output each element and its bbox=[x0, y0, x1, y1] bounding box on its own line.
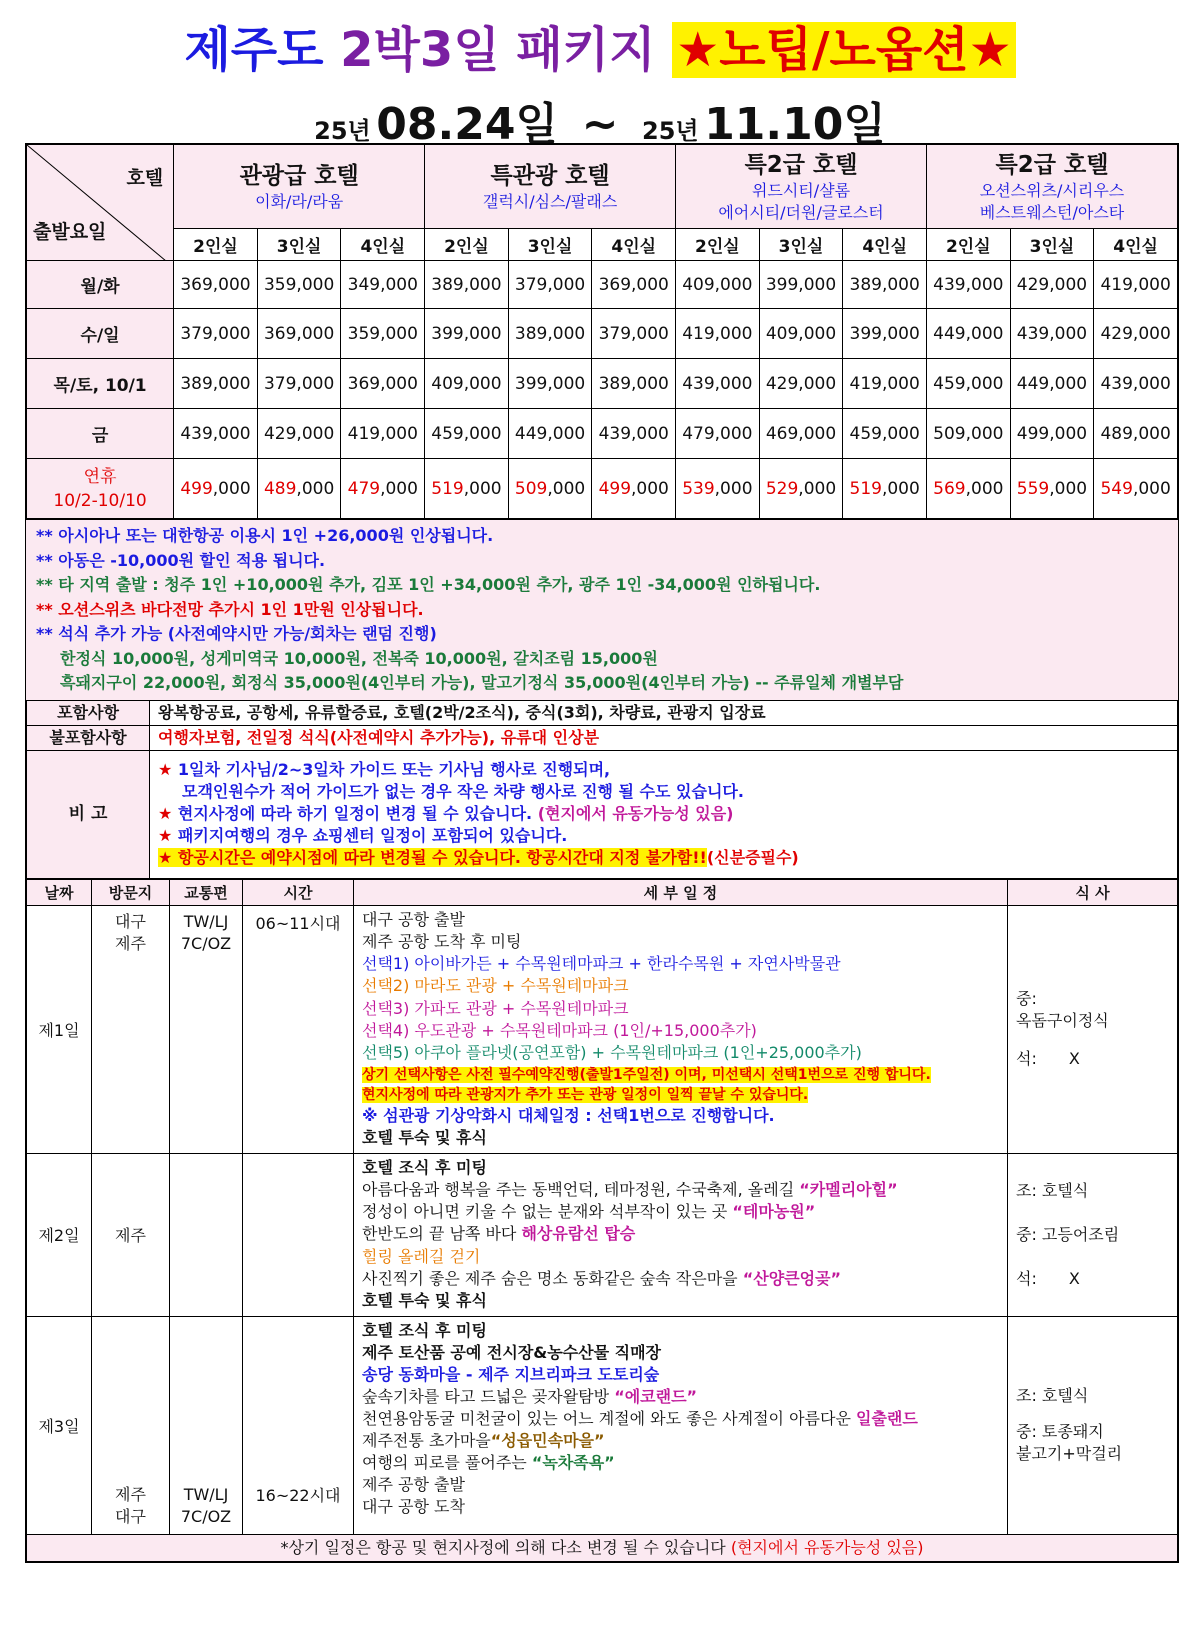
price-cell: 439,000 bbox=[676, 359, 760, 409]
detail-line: 선택3) 가파도 관광 + 수목원테마파크 bbox=[362, 998, 629, 1018]
title-highlight: ★노팁/노옵션★ bbox=[672, 22, 1015, 78]
price-cell: 399,000 bbox=[843, 309, 927, 359]
excluded-text: 여행자보험, 전일정 석식(사전예약시 추가가능), 유류대 인상분 bbox=[150, 725, 1178, 750]
detail-line: 제주 공항 도착 후 미팅 bbox=[362, 931, 522, 951]
hotel-list: 베스트웨스턴/아스타 bbox=[979, 202, 1125, 222]
price-rows bbox=[27, 261, 1178, 519]
price-cell: 439,000 bbox=[1010, 309, 1094, 359]
footer-text: *상기 일정은 항공 및 현지사정에 의해 다소 변경 될 수 있습니다 bbox=[280, 1537, 726, 1557]
star-icon: ★ bbox=[158, 804, 173, 823]
price-cell: 369,000 bbox=[341, 359, 425, 409]
excluded-label: 불포함사항 bbox=[27, 725, 150, 750]
detail-cell bbox=[354, 905, 1008, 1153]
holiday-price-thousands: 509 bbox=[514, 478, 548, 499]
holiday-price-cell bbox=[174, 459, 258, 519]
price-cell: 459,000 bbox=[927, 359, 1011, 409]
price-cell: 429,000 bbox=[257, 409, 341, 459]
transport-cell bbox=[170, 905, 243, 1153]
footer-note: (현지에서 유동가능성 있음) bbox=[730, 1537, 924, 1557]
price-cell: 449,000 bbox=[1010, 359, 1094, 409]
notes-block bbox=[26, 519, 1178, 700]
place: 제주 bbox=[115, 1484, 146, 1504]
period-end-year: 25년 bbox=[642, 117, 699, 145]
room-type-header: 4인실 bbox=[341, 229, 425, 261]
transport: TW/LJ bbox=[183, 911, 229, 931]
transport: 7C/OZ bbox=[180, 933, 232, 953]
price-cell: 439,000 bbox=[1094, 359, 1178, 409]
price-cell: 379,000 bbox=[592, 309, 676, 359]
room-type-header: 3인실 bbox=[257, 229, 341, 261]
price-row bbox=[27, 359, 1178, 409]
holiday-price-suffix: ,000 bbox=[380, 478, 418, 499]
remark-item: 패키지여행의 경우 쇼핑센터 일정이 포함되어 있습니다. bbox=[177, 826, 568, 845]
room-type-header: 2인실 bbox=[174, 229, 258, 261]
meal-line: 조: 호텔식 bbox=[1016, 1386, 1089, 1406]
price-cell: 389,000 bbox=[425, 261, 509, 309]
note-dinner-menu-1: 한정식 10,000원, 성게미역국 10,000원, 전복죽 10,000원, 갈치조림 15,000원 bbox=[60, 648, 658, 668]
transport: TW/LJ bbox=[183, 1484, 229, 1504]
holiday-price-cell bbox=[927, 459, 1011, 519]
holiday-label: 연휴 bbox=[83, 466, 117, 487]
departure-day: 금 bbox=[27, 409, 174, 459]
room-type-header: 2인실 bbox=[927, 229, 1011, 261]
price-row bbox=[27, 309, 1178, 359]
hotel-list: 위드시티/샬롬 bbox=[751, 180, 851, 200]
time-cell: 06~11시대 bbox=[243, 905, 354, 1153]
detail-line: 숲속기차를 타고 드넓은 곶자왈탐방 bbox=[362, 1386, 610, 1406]
detail-line: 대구 공항 도착 bbox=[362, 1496, 465, 1516]
detail-line: 호텔 조식 후 미팅 bbox=[362, 1157, 487, 1177]
period-start-year: 25년 bbox=[314, 117, 371, 145]
meal-cell bbox=[1008, 1153, 1178, 1316]
holiday-dates: 10/2-10/10 bbox=[53, 490, 147, 511]
meal-line: 중: 토종돼지 bbox=[1016, 1422, 1104, 1442]
detail-line: 천연용암동굴 미천굴이 있는 어느 계절에 와도 좋은 사계절이 아름다운 bbox=[362, 1408, 851, 1428]
hotel-list: 갤럭시/심스/팔래스 bbox=[482, 191, 618, 211]
detail-line: 사진찍기 좋은 제주 숨은 명소 동화같은 숲속 작은마을 bbox=[362, 1268, 738, 1288]
meal-line: 석: bbox=[1016, 1049, 1037, 1068]
holiday-price-suffix: ,000 bbox=[881, 478, 920, 499]
detail-line: “테마농원” bbox=[732, 1202, 816, 1222]
detail-line: “카멜리아힐” bbox=[799, 1179, 898, 1199]
detail-line: 호텔 투숙 및 휴식 bbox=[362, 1127, 487, 1147]
detail-line: 제주 공항 출발 bbox=[362, 1474, 465, 1494]
holiday-price-thousands: 539 bbox=[682, 478, 715, 499]
transport-cell bbox=[170, 1153, 243, 1316]
detail-line: 상기 선택사항은 사전 필수예약진행(출발1주일전) 이며, 미선택시 선택1번으로 진행 합니다. bbox=[362, 1066, 931, 1083]
holiday-price-suffix: ,000 bbox=[1049, 478, 1088, 499]
note-dinner-menu-2: 흑돼지구이 22,000원, 회정식 35,000원(4인부터 가능), 말고기정식 35,000원(4인부터 가능) -- 주류일체 개별부담 bbox=[60, 673, 904, 692]
remark-item: (신분증필수) bbox=[706, 848, 799, 867]
remarks-label: 비 고 bbox=[27, 750, 150, 878]
hotel-header-4 bbox=[927, 145, 1178, 229]
hotel-list: 이화/라/라움 bbox=[255, 191, 344, 211]
price-row bbox=[27, 409, 1178, 459]
holiday-price-thousands: 479 bbox=[347, 478, 381, 499]
price-row bbox=[27, 261, 1178, 309]
detail-line: 현지사정에 따라 관광지가 추가 또는 관광 일정이 일찍 끝날 수 있습니다. bbox=[362, 1086, 809, 1103]
detail-cell bbox=[354, 1316, 1008, 1534]
hotel-header-1 bbox=[174, 145, 425, 229]
star-icon: ★ bbox=[158, 826, 173, 845]
header-place: 방문지 bbox=[92, 879, 170, 905]
detail-line: ※ 섬관광 기상악화시 대체일정 : 선택1번으로 진행합니다. bbox=[362, 1105, 775, 1125]
price-cell: 449,000 bbox=[508, 409, 592, 459]
detail-line: 한반도의 끝 남쪽 바다 bbox=[362, 1224, 517, 1244]
schedule-day-2 bbox=[27, 1153, 1178, 1316]
holiday-price-row bbox=[27, 459, 1178, 519]
holiday-price-thousands: 569 bbox=[933, 478, 966, 499]
holiday-price-cell bbox=[425, 459, 509, 519]
departure-day: 수/일 bbox=[27, 309, 174, 359]
hotel-name: 특2급 호텔 bbox=[744, 151, 858, 178]
holiday-price-suffix: ,000 bbox=[798, 478, 837, 499]
detail-line: 호텔 조식 후 미팅 bbox=[362, 1320, 487, 1340]
meal-line: 중: 고등어조림 bbox=[1016, 1224, 1120, 1244]
place: 제주 bbox=[115, 933, 146, 953]
room-type-header: 2인실 bbox=[425, 229, 509, 261]
detail-line: 여행의 피로를 풀어주는 bbox=[362, 1452, 527, 1472]
note-dinner: ** 석식 추가 가능 (사전예약시만 가능/회차는 랜덤 진행) bbox=[36, 624, 437, 643]
price-cell: 399,000 bbox=[759, 261, 843, 309]
place-cell: 제주 bbox=[92, 1153, 170, 1316]
header-time: 시간 bbox=[243, 879, 354, 905]
departure-day: 월/화 bbox=[27, 261, 174, 309]
holiday-price-suffix: ,000 bbox=[296, 478, 335, 499]
hotel-header-3 bbox=[676, 145, 927, 229]
detail-line: “성읍민속마을” bbox=[490, 1430, 605, 1450]
price-cell: 389,000 bbox=[174, 359, 258, 409]
price-cell: 449,000 bbox=[927, 309, 1011, 359]
corner-day-label: 출발요일 bbox=[33, 221, 107, 243]
price-cell: 429,000 bbox=[759, 359, 843, 409]
price-cell: 429,000 bbox=[1094, 309, 1178, 359]
price-cell: 359,000 bbox=[257, 261, 341, 309]
room-type-row bbox=[27, 229, 1178, 261]
note-airline: ** 아시아나 또는 대한항공 이용시 1인 +26,000원 인상됩니다. bbox=[36, 526, 494, 545]
room-type-header: 3인실 bbox=[1010, 229, 1094, 261]
price-cell: 389,000 bbox=[508, 309, 592, 359]
note-child: ** 아동은 -10,000원 할인 적용 됩니다. bbox=[36, 550, 326, 570]
price-cell: 439,000 bbox=[927, 261, 1011, 309]
title-package: 2박3일 패키지 bbox=[340, 22, 656, 78]
place: 대구 bbox=[115, 911, 146, 931]
holiday-price-suffix: ,000 bbox=[965, 478, 1004, 499]
price-cell: 409,000 bbox=[425, 359, 509, 409]
price-cell: 379,000 bbox=[174, 309, 258, 359]
detail-line: 선택1) 아이바가든 + 수목원테마파크 + 한라수목원 + 자연사박물관 bbox=[362, 954, 841, 974]
holiday-price-suffix: ,000 bbox=[212, 478, 251, 499]
meal-line: 불고기+막걸리 bbox=[1016, 1444, 1123, 1464]
transport-cell bbox=[170, 1316, 243, 1534]
footer-row bbox=[27, 1534, 1178, 1561]
header-meal: 식 사 bbox=[1008, 879, 1178, 905]
detail-line: 정성이 아니면 키울 수 없는 분재와 석부작이 있는 곳 bbox=[362, 1202, 728, 1222]
included-label: 포함사항 bbox=[27, 700, 150, 725]
price-cell: 439,000 bbox=[174, 409, 258, 459]
holiday-price-thousands: 549 bbox=[1100, 478, 1133, 499]
detail-line: 힐링 올레길 걷기 bbox=[362, 1246, 481, 1266]
remark-item: 항공시간은 예약시점에 따라 변경될 수 있습니다. 항공시간대 지정 불가함!! bbox=[177, 848, 707, 867]
price-cell: 379,000 bbox=[508, 261, 592, 309]
price-cell: 489,000 bbox=[1094, 409, 1178, 459]
holiday-price-suffix: ,000 bbox=[714, 478, 753, 499]
header-detail: 세 부 일 정 bbox=[354, 879, 1008, 905]
holiday-price-thousands: 519 bbox=[849, 478, 882, 499]
holiday-price-cell bbox=[257, 459, 341, 519]
day-label: 제2일 bbox=[27, 1153, 92, 1316]
remarks-content bbox=[150, 750, 1178, 878]
page-title bbox=[0, 18, 1200, 82]
price-cell: 469,000 bbox=[759, 409, 843, 459]
detail-line: 대구 공항 출발 bbox=[362, 909, 465, 929]
holiday-price-cell bbox=[341, 459, 425, 519]
holiday-price-thousands: 489 bbox=[263, 478, 297, 499]
place-cell bbox=[92, 1316, 170, 1534]
price-cell: 459,000 bbox=[425, 409, 509, 459]
price-cell: 409,000 bbox=[676, 261, 760, 309]
price-cell: 369,000 bbox=[592, 261, 676, 309]
room-type-header: 4인실 bbox=[1094, 229, 1178, 261]
detail-line: 선택5) 아쿠아 플라넷(공연포함) + 수목원테마파크 (1인+25,000추가) bbox=[362, 1043, 862, 1063]
price-cell: 429,000 bbox=[1010, 261, 1094, 309]
main-document bbox=[25, 143, 1179, 1563]
holiday-price-cell bbox=[759, 459, 843, 519]
holiday-price-cell bbox=[843, 459, 927, 519]
detail-line: 선택2) 마라도 관광 + 수목원테마파크 bbox=[362, 976, 629, 996]
price-cell: 389,000 bbox=[843, 261, 927, 309]
period-end-date: 11.10일 bbox=[704, 99, 886, 150]
hotel-name: 특2급 호텔 bbox=[995, 151, 1109, 178]
place: 대구 bbox=[115, 1506, 146, 1526]
departure-day: 목/토, 10/1 bbox=[27, 359, 174, 409]
room-type-header: 3인실 bbox=[759, 229, 843, 261]
meal-line: 중: bbox=[1016, 989, 1037, 1008]
time-cell: 16~22시대 bbox=[243, 1316, 354, 1534]
detail-line: “산양큰엉곶” bbox=[742, 1268, 842, 1288]
schedule-table bbox=[26, 879, 1178, 1562]
hotel-name: 특관광 호텔 bbox=[490, 162, 610, 189]
detail-cell bbox=[354, 1153, 1008, 1316]
detail-line: 송당 동화마을 - 제주 지브리파크 도토리숲 bbox=[362, 1364, 660, 1384]
detail-line: 호텔 투숙 및 휴식 bbox=[362, 1291, 487, 1311]
header-transport: 교통편 bbox=[170, 879, 243, 905]
room-type-header: 4인실 bbox=[592, 229, 676, 261]
holiday-price-thousands: 499 bbox=[180, 478, 213, 499]
detail-line: 제주 토산품 공예 전시장&농수산물 직매장 bbox=[362, 1342, 661, 1362]
star-icon: ★ bbox=[158, 848, 173, 867]
included-text: 왕복항공료, 공항세, 유류할증료, 호텔(2박/2조식), 중식(3회), 차량료, 관광지 입장료 bbox=[150, 700, 1178, 725]
holiday-price-cell bbox=[676, 459, 760, 519]
time-cell bbox=[243, 1153, 354, 1316]
holiday-price-suffix: ,000 bbox=[463, 478, 502, 499]
transport: 7C/OZ bbox=[180, 1506, 232, 1526]
place-cell bbox=[92, 905, 170, 1153]
price-cell: 479,000 bbox=[676, 409, 760, 459]
price-cell: 419,000 bbox=[1094, 261, 1178, 309]
remark-item: 현지사정에 따라 하기 일정이 변경 될 수 있습니다. bbox=[177, 804, 533, 823]
meal-cell bbox=[1008, 1316, 1178, 1534]
price-cell: 399,000 bbox=[508, 359, 592, 409]
holiday-price-suffix: ,000 bbox=[547, 478, 586, 499]
schedule-day-1 bbox=[27, 905, 1178, 1153]
detail-line: 일출랜드 bbox=[856, 1408, 918, 1428]
corner-cell bbox=[27, 145, 174, 261]
holiday-price-thousands: 529 bbox=[765, 478, 799, 499]
price-cell: 399,000 bbox=[425, 309, 509, 359]
corner-hotel-label: 호텔 bbox=[126, 167, 164, 189]
meal-line: 석: bbox=[1016, 1268, 1037, 1288]
hotel-name: 관광급 호텔 bbox=[239, 162, 359, 189]
room-type-header: 4인실 bbox=[843, 229, 927, 261]
detail-line: 선택4) 우도관광 + 수목원테마파크 (1인/+15,000추가) bbox=[362, 1020, 757, 1040]
holiday-price-cell bbox=[508, 459, 592, 519]
remark-item: 1일차 기사님/2~3일차 가이드 또는 기사님 행사로 진행되며, bbox=[177, 760, 611, 779]
remark-item: 모객인원수가 적어 가이드가 없는 경우 작은 차량 행사로 진행 될 수도 있습니다. bbox=[182, 782, 744, 801]
holiday-price-thousands: 559 bbox=[1016, 478, 1050, 499]
price-cell: 409,000 bbox=[759, 309, 843, 359]
day-label: 제3일 bbox=[27, 1316, 92, 1534]
holiday-price-cell bbox=[592, 459, 676, 519]
room-type-header: 2인실 bbox=[676, 229, 760, 261]
info-table bbox=[26, 700, 1178, 879]
schedule-header-row bbox=[27, 879, 1178, 905]
meal-line: 조: 호텔식 bbox=[1016, 1180, 1089, 1200]
price-cell: 439,000 bbox=[592, 409, 676, 459]
price-cell: 369,000 bbox=[174, 261, 258, 309]
price-table bbox=[26, 144, 1178, 519]
title-destination: 제주도 bbox=[184, 22, 324, 78]
meal-line: X bbox=[1068, 1049, 1080, 1068]
header-date: 날짜 bbox=[27, 879, 92, 905]
price-cell: 419,000 bbox=[341, 409, 425, 459]
holiday-price-suffix: ,000 bbox=[1132, 478, 1171, 499]
holiday-price-thousands: 519 bbox=[431, 478, 464, 499]
holiday-price-suffix: ,000 bbox=[631, 478, 669, 499]
room-type-header: 3인실 bbox=[508, 229, 592, 261]
price-cell: 499,000 bbox=[1010, 409, 1094, 459]
price-cell: 379,000 bbox=[257, 359, 341, 409]
price-cell: 369,000 bbox=[257, 309, 341, 359]
period-separator: ~ bbox=[581, 99, 619, 150]
holiday-price-thousands: 499 bbox=[598, 478, 632, 499]
holiday-price-cell bbox=[1010, 459, 1094, 519]
note-ocean-view: ** 오션스위츠 바다전망 추가시 1인 1만원 인상됩니다. bbox=[36, 599, 424, 619]
holiday-price-cell bbox=[1094, 459, 1178, 519]
detail-line: “녹차족욕” bbox=[531, 1452, 615, 1472]
detail-line: “에코랜드” bbox=[614, 1386, 698, 1406]
price-cell: 509,000 bbox=[927, 409, 1011, 459]
meal-line: X bbox=[1068, 1268, 1080, 1288]
hotel-header-2 bbox=[425, 145, 676, 229]
hotel-list: 오션스위츠/시리우스 bbox=[979, 180, 1125, 200]
remark-item: (현지에서 유동가능성 있음) bbox=[537, 804, 734, 823]
note-other-departure: ** 타 지역 출발 : 청주 1인 +10,000원 추가, 김포 1인 +34,000원 추가, 광주 1인 -34,000원 인하됩니다. bbox=[36, 575, 821, 594]
meal-line: 옥돔구이정식 bbox=[1016, 1011, 1109, 1030]
detail-line: 제주전통 초가마을 bbox=[362, 1430, 491, 1450]
period-start-date: 08.24일 bbox=[376, 99, 558, 150]
meal-cell bbox=[1008, 905, 1178, 1153]
detail-line: 해상유람선 탑승 bbox=[521, 1224, 636, 1244]
hotel-list: 에어시티/더원/글로스터 bbox=[718, 202, 884, 222]
price-cell: 419,000 bbox=[843, 359, 927, 409]
price-cell: 349,000 bbox=[341, 261, 425, 309]
price-cell: 459,000 bbox=[843, 409, 927, 459]
footer-cell bbox=[27, 1534, 1178, 1561]
price-cell: 389,000 bbox=[592, 359, 676, 409]
detail-line: 아름다움과 행복을 주는 동백언덕, 테마정원, 수국축제, 올레길 bbox=[362, 1179, 795, 1199]
price-cell: 359,000 bbox=[341, 309, 425, 359]
price-cell: 419,000 bbox=[676, 309, 760, 359]
day-label: 제1일 bbox=[27, 905, 92, 1153]
holiday-period bbox=[27, 459, 174, 519]
schedule-day-3 bbox=[27, 1316, 1178, 1534]
star-icon: ★ bbox=[158, 760, 173, 779]
